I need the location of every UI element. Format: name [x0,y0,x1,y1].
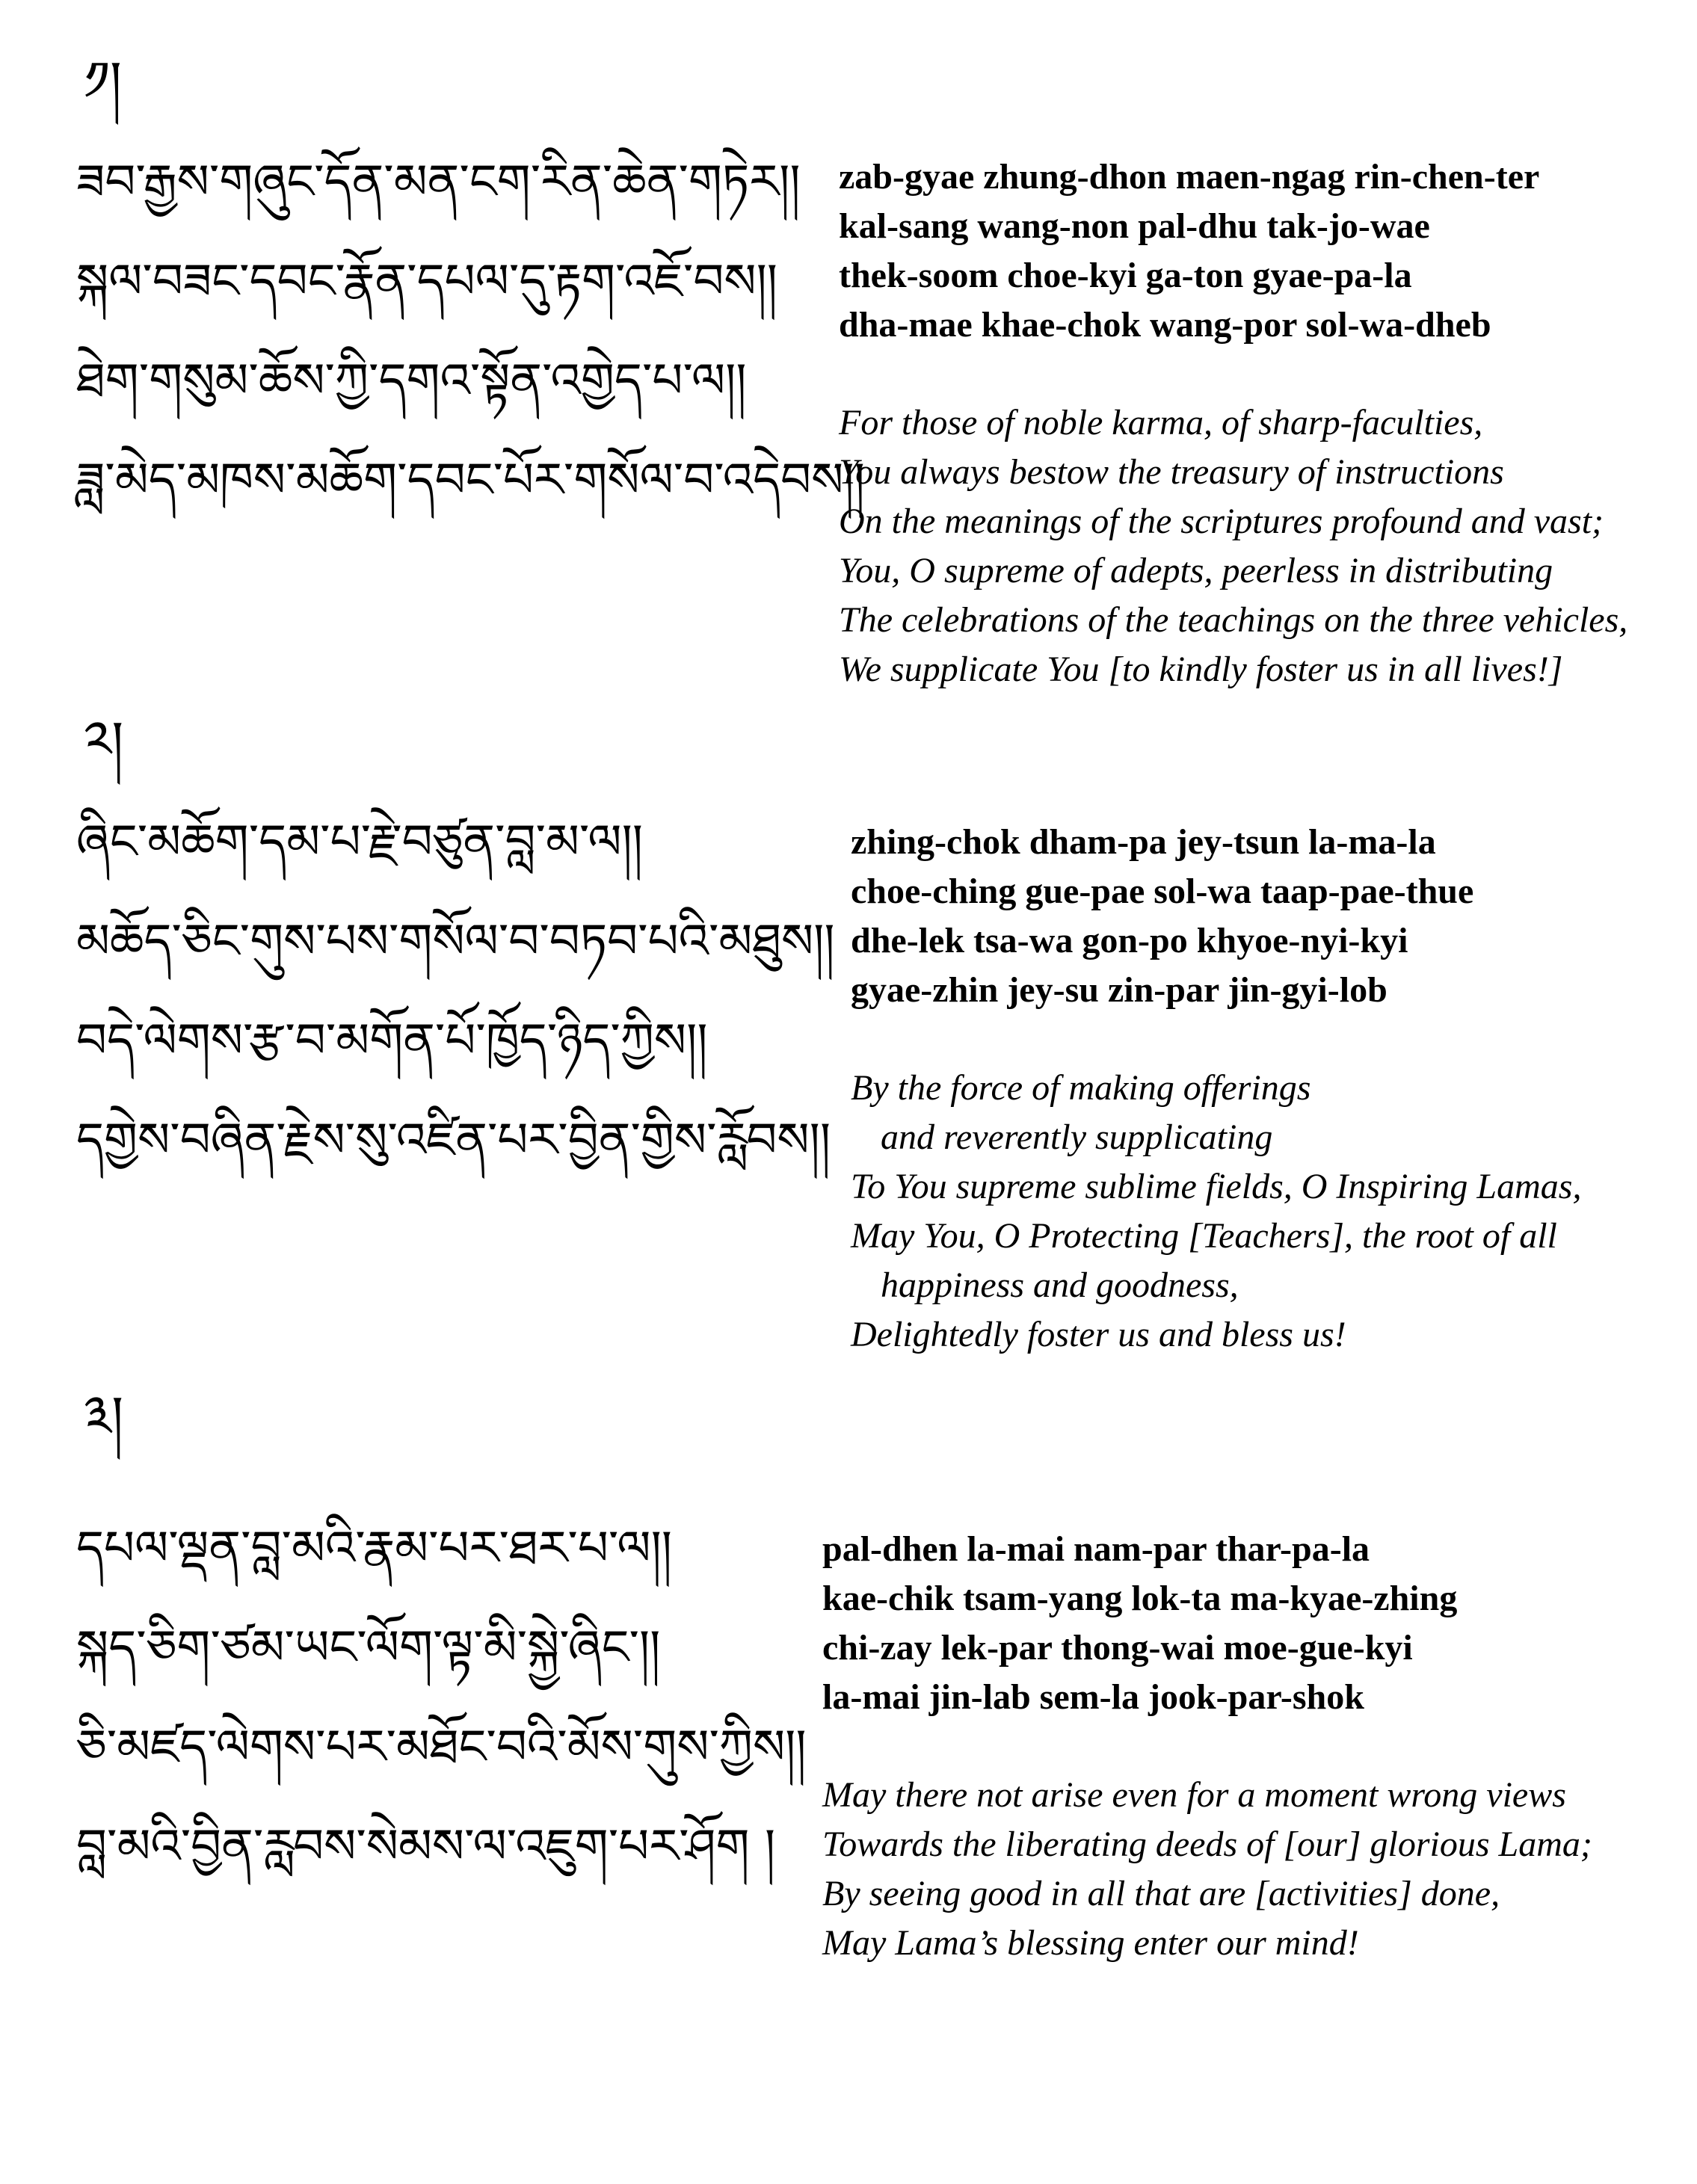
transliteration-block [822,1525,1645,1722]
translation-line: On the meanings of the scriptures profound and vast; [839,502,1604,541]
transliteration-line: pal-dhen la-mai nam-par thar-pa-la [822,1529,1370,1569]
transliteration-line: zhing-chok dham-pa jey-tsun la-ma-la [851,822,1436,862]
transliteration-line: kal-sang wang-non pal-dhu tak-jo-wae [839,206,1430,246]
translation-line: May Lama’s blessing enter our mind! [822,1923,1359,1963]
transliteration-line: zab-gyae zhung-dhon maen-ngag rin-chen-ter [839,157,1540,197]
transliteration-block [839,152,1661,350]
translation-line: The celebrations of the teachings on the three vehicles, [839,600,1628,640]
transliteration-line: chi-zay lek-par thong-wai moe-gue-kyi [822,1628,1413,1668]
tibetan-line: བླ་མའི་བྱིན་རླབས་སེམས་ལ་འཇུག་པར་ཤོག ། [76,1819,776,1875]
translation-line: You, O supreme of adepts, peerless in distributing [839,551,1553,590]
transliteration-line: thek-soom choe-kyi ga-ton gyae-pa-la [839,256,1412,295]
translation-line: You always bestow the treasury of instructions [839,452,1504,492]
transliteration-line: kae-chik tsam-yang lok-ta ma-kyae-zhing [822,1579,1458,1618]
verse-number: ༡། [84,49,122,112]
transliteration-line: gyae-zhin jey-su zin-par jin-gyi-lob [851,970,1388,1010]
tibetan-line: སྐལ་བཟང་དབང་རྣོན་དཔལ་དུ་རྟག་འཇོ་བས།། [76,254,777,309]
translation-line: By seeing good in all that are [activities] done, [822,1874,1500,1913]
tibetan-line: ཟླ་མེད་མཁས་མཆོག་དབང་པོར་གསོལ་བ་འདེབས།། [76,453,865,508]
translation-line: May there not arise even for a moment wrong views [822,1775,1566,1815]
tibetan-line: བདེ་ལེགས་རྩ་བ་མགོན་པོ་ཁྱོད་ཉིད་ཀྱིས།། [76,1014,708,1069]
transliteration-line: la-mai jin-lab sem-la jook-par-shok [822,1677,1364,1717]
verse-number: ༣། [84,1384,124,1447]
translation-line: To You supreme sublime fields, O Inspiring Lamas, [851,1167,1582,1206]
tibetan-line: དགྱེས་བཞིན་རྗེས་སུ་འཛིན་པར་བྱིན་གྱིས་རློབས།། [76,1113,831,1168]
translation-line: For those of noble karma, of sharp-faculties, [839,403,1483,442]
tibetan-line: ཅི་མཛད་ལེགས་པར་མཐོང་བའི་མོས་གུས་ཀྱིས།། [76,1720,807,1775]
tibetan-line: དཔལ་ལྡན་བླ་མའི་རྣམ་པར་ཐར་པ་ལ།། [76,1521,672,1576]
translation-line: By the force of making offerings [851,1068,1311,1108]
translation-block [839,398,1697,694]
tibetan-line: སྐད་ཅིག་ཙམ་ཡང་ལོག་ལྟ་མི་སྐྱེ་ཞིང་།། [76,1620,661,1676]
translation-line: We supplicate You [to kindly foster us in all lives!] [839,650,1563,689]
translation-line: happiness and goodness, [881,1265,1239,1305]
translation-block [851,1064,1697,1360]
tibetan-line: ཞིང་མཆོག་དམ་པ་རྗེ་བཙུན་བླ་མ་ལ།། [76,815,644,870]
translation-line: May You, O Protecting [Teachers], the root of all [851,1216,1557,1256]
tibetan-line: ཐེག་གསུམ་ཆོས་ཀྱི་དགའ་སྟོན་འགྱེད་པ་ལ།། [76,354,747,409]
transliteration-line: dhe-lek tsa-wa gon-po khyoe-nyi-kyi [851,921,1408,960]
translation-line: and reverently supplicating [881,1117,1273,1157]
transliteration-line: dha-mae khae-chok wang-por sol-wa-dheb [839,305,1491,345]
transliteration-block [851,818,1673,1015]
transliteration-line: choe-ching gue-pae sol-wa taap-pae-thue [851,872,1474,911]
tibetan-line: མཆོད་ཅིང་གུས་པས་གསོལ་བ་བཏབ་པའི་མཐུས།། [76,914,835,969]
verse-number: ༢། [84,709,124,772]
translation-line: Towards the liberating deeds of [our] glorious Lama; [822,1824,1592,1864]
translation-line: Delightedly foster us and bless us! [851,1315,1346,1354]
translation-block [822,1771,1682,1968]
tibetan-line: ཟབ་རྒྱས་གཞུང་དོན་མན་ངག་རིན་ཆེན་གཏེར།། [76,155,801,210]
